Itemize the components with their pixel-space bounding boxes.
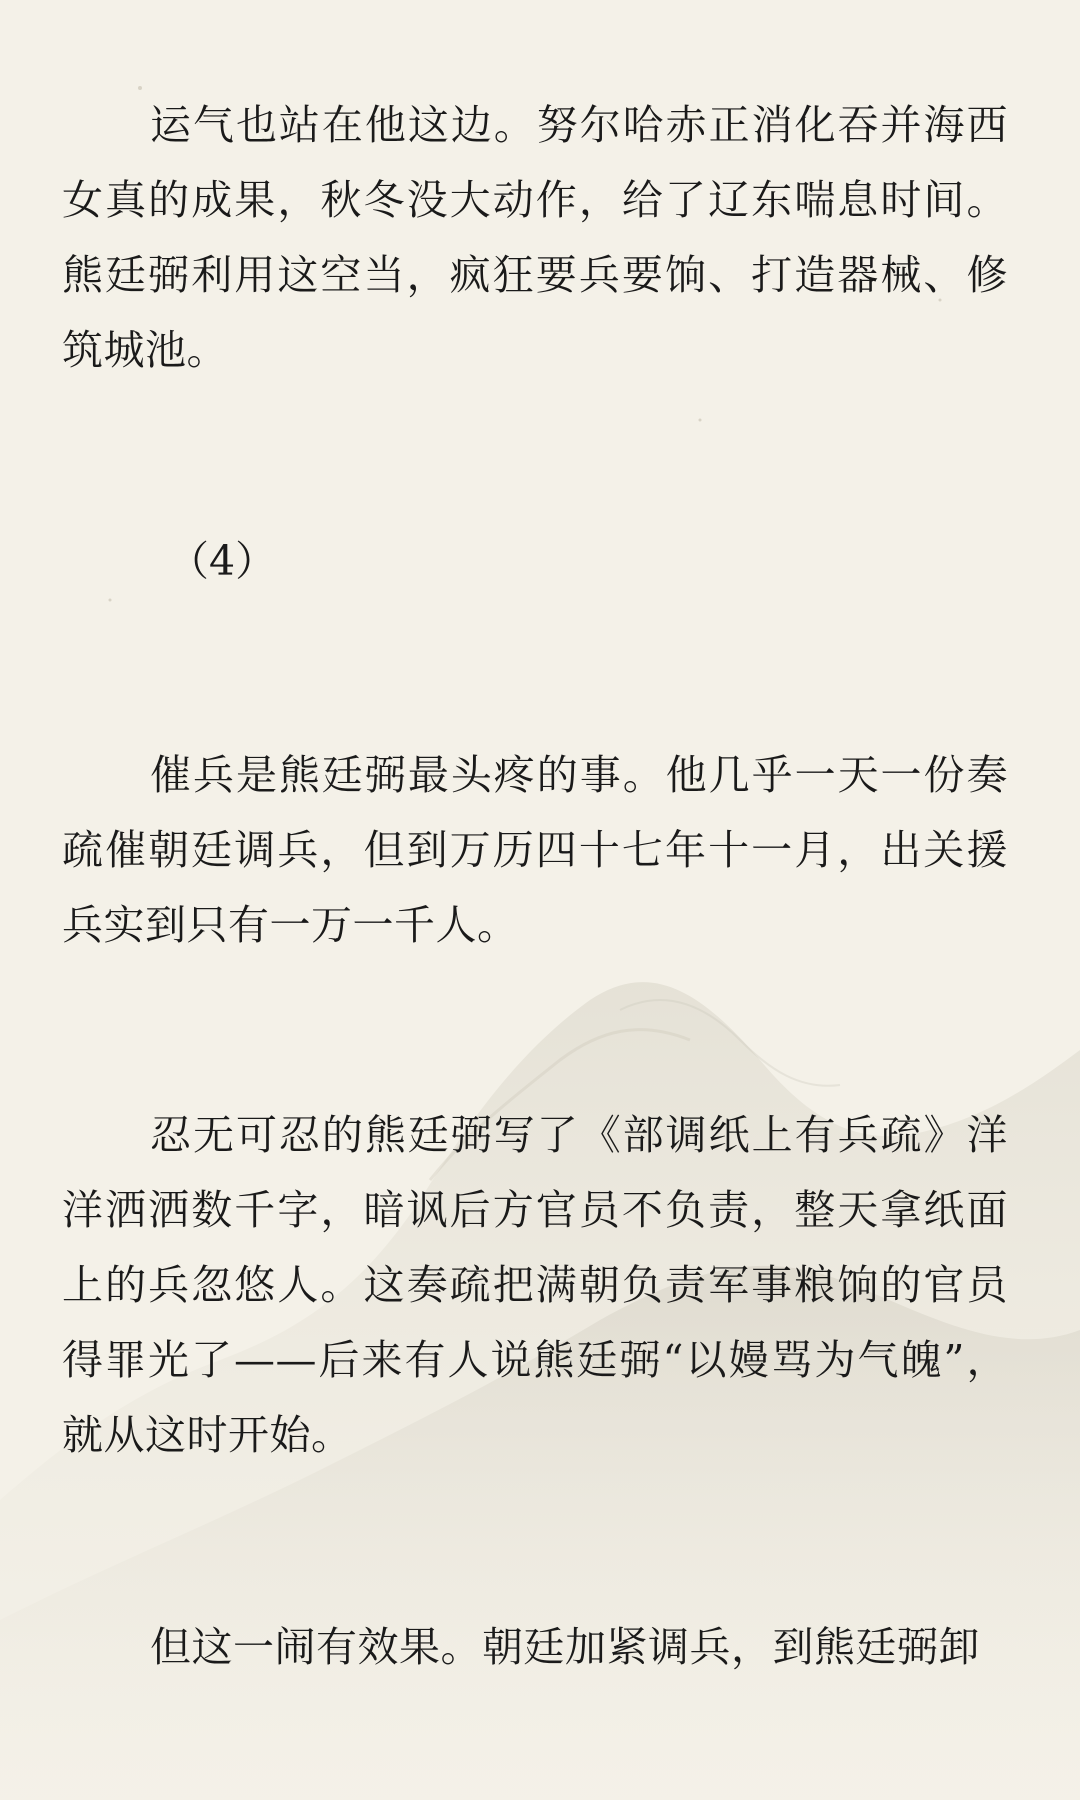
- paragraph-2: 催兵是熊廷弼最头疼的事。他几乎一天一份奏疏催朝廷调兵，但到万历四十七年十一月，出关援兵实到只有一万一千人。: [62, 751, 1008, 949]
- paragraph-1: 运气也站在他这边。努尔哈赤正消化吞并海西女真的成果，秋冬没大动作，给了辽东喘息时间。熊廷弼利用这空当，疯狂要兵要饷、打造器械、修筑城池。: [62, 101, 1008, 374]
- section-marker: （4）: [168, 537, 277, 585]
- paragraph-4: 但这一闹有效果。朝廷加紧调兵，到熊廷弼卸: [150, 1623, 980, 1671]
- paragraph-3: 忍无可忍的熊廷弼写了《部调纸上有兵疏》洋洋洒洒数千字，暗讽后方官员不负责，整天拿纸面上的兵忽悠人。这奏疏把满朝负责军事粮饷的官员得罪光了——后来有人说熊廷弼“以嫚骂为气魄”，就从这时开始。: [62, 1111, 1008, 1459]
